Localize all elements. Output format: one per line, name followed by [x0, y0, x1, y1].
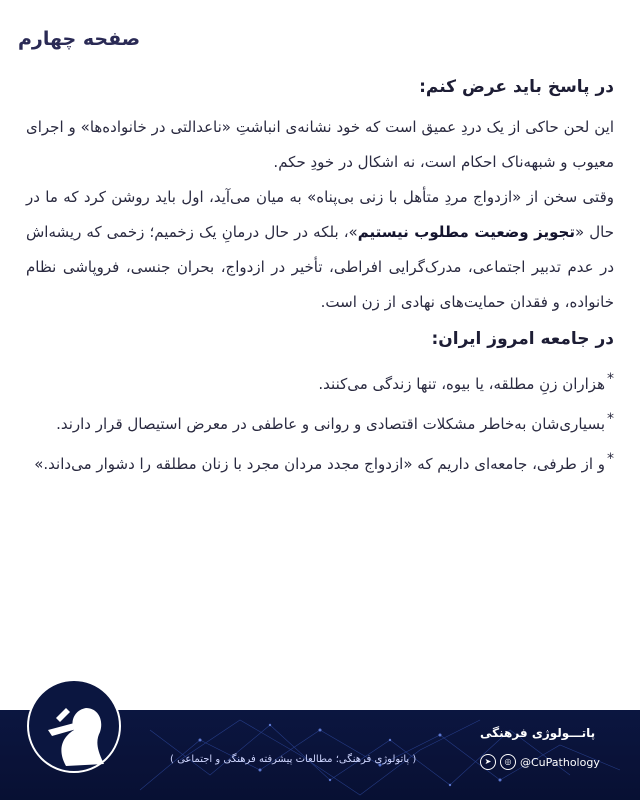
page-title: صفحه چهارم: [18, 28, 141, 50]
paragraph-1: این لحن حاکی از یک دردِ عمیق است که خود نشانه‌ی انباشتِ «ناعدالتی در خانواده‌ها» و اجرای معیوب و شبهه‌ناک احکام است، نه اشکال در خودِ حکم.: [26, 118, 614, 171]
article-body: [26, 72, 614, 482]
telegram-icon: ➤: [480, 754, 496, 770]
list-item: [26, 442, 614, 482]
list-item-text: و از طرفی، جامعه‌ای داریم که «ازدواج مجدد مردان مجرد با زنان مطلقه را دشوار می‌داند.»: [34, 455, 605, 473]
paragraph-2: [26, 180, 614, 320]
list-item: [26, 402, 614, 442]
list-item: [26, 362, 614, 402]
paragraph-2-emphasis: تجویز وضعیت مطلوب نیستیم: [357, 223, 575, 241]
instagram-icon: ◎: [500, 754, 516, 770]
list-item-text: هزاران زنِ مطلقه، یا بیوه، تنها زندگی می‌کنند.: [318, 375, 605, 393]
section-heading-iran: در جامعه امروز ایران:: [431, 329, 614, 349]
brand-name: پاتـــولوژی فرهنگی: [480, 726, 596, 740]
brand-logo-icon: [26, 678, 122, 774]
paragraph-2-start: وقتی سخن از «ازدواج مردِ متأهل با زنی بی‌پناه» به میان می‌آید، اول باید روشن کرد که ما در حال «: [26, 188, 614, 241]
bullet-star-icon: *: [607, 411, 614, 427]
section-heading-answer: در پاسخ باید عرض کنم:: [419, 77, 614, 97]
list-item-text: بسیاری‌شان به‌خاطر مشکلات اقتصادی و روانی و عاطفی در معرض استیصال قرار دارند.: [56, 415, 605, 433]
handle-text: @CuPathology: [520, 755, 600, 769]
paragraph-2-end: »، بلکه در حال درمانِ یک زخمیم؛ زخمی که ریشه‌اش در عدم تدبیر اجتماعی، مدرک‌گرایی افراطی، تأخیر در ازدواج، بحران جنسی، فروپاشی نظام خانواده، و فقدان حمایت‌های نهادی از زن است.: [26, 223, 614, 311]
channel-handle: [480, 754, 600, 770]
bullet-star-icon: *: [607, 371, 614, 387]
tagline: ( پاتولوژی فرهنگی؛ مطالعات پیشرفته فرهنگی و اجتماعی ): [170, 754, 417, 765]
bullet-star-icon: *: [607, 451, 614, 467]
